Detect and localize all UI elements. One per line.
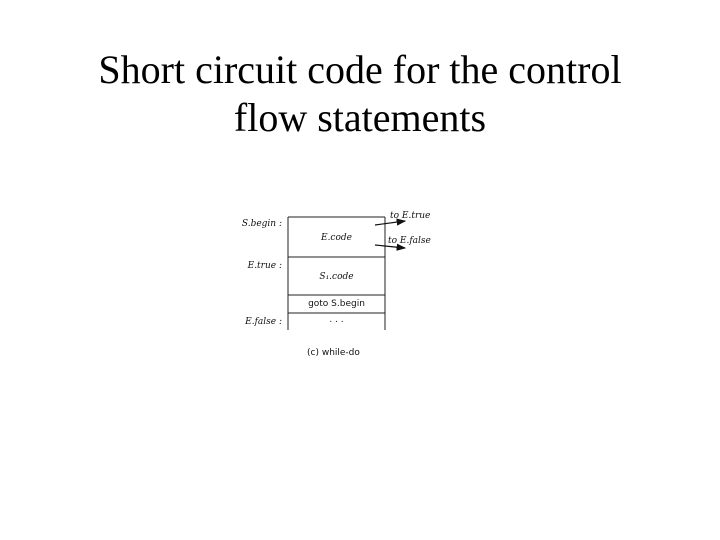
label-e-false: E.false : xyxy=(245,317,282,327)
box-goto-s-begin: goto S.begin xyxy=(308,299,365,309)
box-ellipsis: . . . xyxy=(329,315,344,325)
slide-title-line-1: Short circuit code for the control xyxy=(98,47,622,92)
label-s-begin: S.begin : xyxy=(241,219,282,229)
box-e-code: E.code xyxy=(321,233,352,243)
box-s1-code: S₁.code xyxy=(319,272,354,282)
while-do-diagram xyxy=(225,195,465,365)
label-e-true: E.true : xyxy=(247,261,282,271)
arrow-to-e-true xyxy=(375,221,405,225)
arrow-label-to-e-true: to E.true xyxy=(390,211,431,221)
arrow-label-to-e-false: to E.false xyxy=(388,236,431,246)
slide-title-line-2: flow statements xyxy=(233,95,487,140)
figure-caption: (c) while-do xyxy=(307,348,360,358)
slide-title xyxy=(0,46,720,142)
